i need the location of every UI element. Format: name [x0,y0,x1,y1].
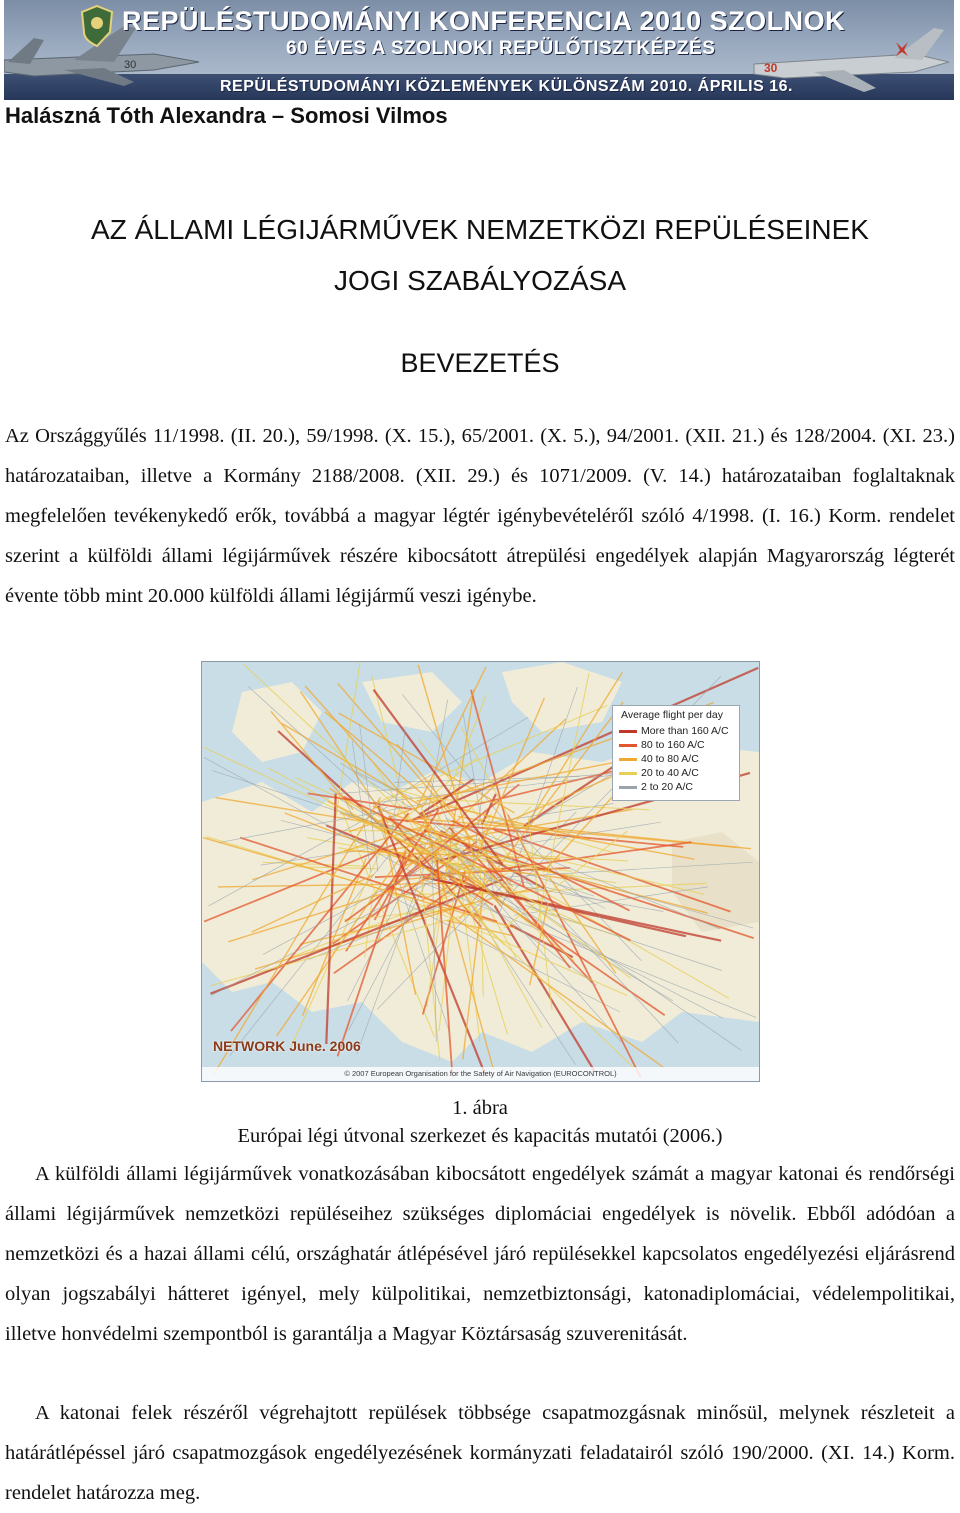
paragraph-intro: Az Országgyűlés 11/1998. (II. 20.), 59/1998. (X. 15.), 65/2001. (X. 5.), 94/2001. (XII. 21.) és 128/2004. (XI. 23.) határozataiban, illetve a Kormány 2188/2008. (XII. 29.) és 1071/2009. (V. 14.) határozataiban foglaltaknak megfelelően tevékenykedő erők, továbbá a magyar légtér igénybevételéről szóló 4/1998. (I. 16.) Korm. rendelet szerint a külföldi állami légijárművek részére kibocsátott átrepülési engedélyek alapján Magyarország légterét évente több mint 20.000 külföldi állami légijármű veszi igénybe. [5,425,955,607]
paper-title [0,204,960,306]
paper-title-line-1: AZ ÁLLAMI LÉGIJÁRMŰVEK NEMZETKÖZI REPÜLÉSEINEK [91,214,869,245]
emblem-icon [80,4,114,48]
network-label: NETWORK June. 2006 [213,1038,361,1054]
figure-caption: Európai légi útvonal szerkezet és kapacitás mutatói (2006.) [237,1125,723,1147]
legend-swatch-2 [619,744,637,747]
legend-label-1: More than 160 A/C [641,725,729,737]
legend-title: Average flight per day [621,709,723,721]
legend-swatch-4 [619,772,637,775]
legend-label-3: 40 to 80 A/C [641,753,699,765]
conference-banner [4,0,954,100]
legend-item-2 [619,739,705,753]
jet-left-number: 30 [124,59,137,71]
legend-swatch-5 [619,786,637,789]
legend-item-1 [619,725,729,739]
paragraph-military: A katonai felek részéről végrehajtott repülések többsége csapatmozgásnak minősül, melynek részleteit a határátlépéssel járó csapatmozgások engedélyezésének kormányzati feladatairól szóló 190/2000. (XI. 14.) Korm. rendelet határozza meg. [5,1402,955,1504]
figure-route-map [201,661,760,1082]
legend-item-5 [619,781,693,795]
banner-title: REPÜLÉSTUDOMÁNYI KONFERENCIA 2010 SZOLNOK [122,6,846,36]
authors: Halászná Tóth Alexandra – Somosi Vilmos [5,103,448,128]
legend-swatch-3 [619,758,637,761]
section-heading: BEVEZETÉS [400,348,560,378]
legend-item-3 [619,753,699,767]
legend-item-4 [619,767,699,781]
legend-label-4: 20 to 40 A/C [641,767,699,779]
map-copyright: © 2007 European Organisation for the Safety of Air Navigation (EUROCONTROL) [202,1067,759,1081]
legend-label-5: 2 to 20 A/C [641,781,693,793]
legend-label-2: 80 to 160 A/C [641,739,705,751]
banner-subtitle: 60 ÉVES A SZOLNOKI REPÜLŐTISZTKÉPZÉS [286,38,716,59]
jet-right-number: 30 [764,61,778,75]
paper-title-line-2: JOGI SZABÁLYOZÁSA [333,265,626,296]
figure-number: 1. ábra [452,1097,508,1119]
banner-journal-line: REPÜLÉSTUDOMÁNYI KÖZLEMÉNYEK KÜLÖNSZÁM 2010. ÁPRILIS 16. [220,78,793,95]
paragraph-permits: A külföldi állami légijárművek vonatkozásában kibocsátott engedélyek számát a magyar katonai és rendőrségi állami légijárművek nemzetközi repüléseihez szükséges diplomáciai engedélyek is növelik. Ebből adódóan a nemzetközi és a hazai állami célú, országhatár átlépésével járó repülésekkel kapcsolatos engedélyezési eljárásrend olyan jogszabályi hátteret igényel, mely külpolitikai, nemzetbiztonsági, katonadiplomáciai, védelempolitikai, illetve honvédelmi szempontból is garantálja a Magyar Köztársaság szuverenitását. [5,1163,955,1345]
legend-swatch-1 [619,730,637,733]
map-legend [612,705,740,801]
